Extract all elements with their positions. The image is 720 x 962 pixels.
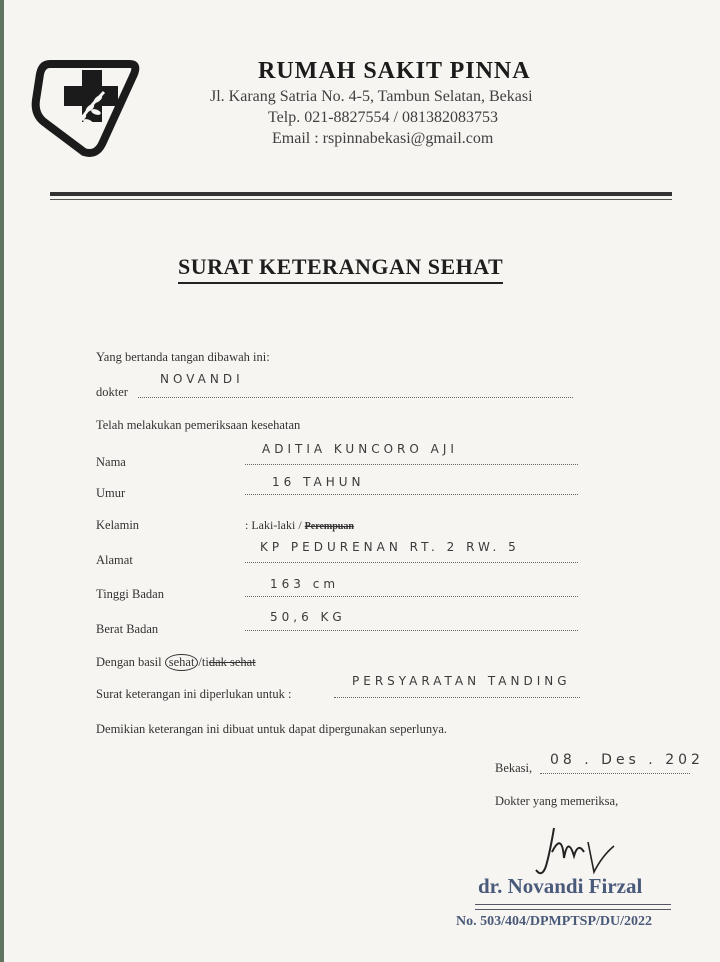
document-title: SURAT KETERANGAN SEHAT: [178, 254, 503, 284]
hospital-email: Email : rspinnabekasi@gmail.com: [272, 130, 494, 147]
result-mid: /ti: [198, 655, 209, 669]
stamp-rule-thin: [475, 909, 671, 910]
stamp-rule: [475, 904, 671, 905]
header-divider: [50, 192, 672, 196]
berat-label: Berat Badan: [96, 622, 159, 636]
kelamin-female-struck: Perempuan: [304, 521, 354, 532]
closing-text: Demikian keterangan ini dibuat untuk dapat dipergunakan seperlunya.: [96, 722, 448, 736]
kelamin-label: Kelamin: [96, 518, 140, 532]
hospital-name: RUMAH SAKIT PINNA: [258, 58, 531, 84]
tinggi-line: [245, 596, 578, 597]
license-number: No. 503/404/DPMPTSP/DU/2022: [456, 914, 652, 929]
hospital-logo-icon: [30, 56, 142, 160]
date-line: [540, 773, 690, 774]
result-healthy-circled: sehat: [165, 654, 199, 671]
berat-line: [245, 630, 578, 631]
result-unhealthy-struck: dak sehat: [208, 655, 256, 669]
nama-line: [245, 464, 578, 465]
nama-value: ADITIA KUNCORO AJI: [262, 442, 458, 456]
doctor-line: [138, 397, 573, 398]
nama-label: Nama: [96, 455, 126, 469]
doctor-name-stamp: dr. Novandi Firzal: [478, 874, 643, 898]
intro-text: Yang bertanda tangan dibawah ini:: [96, 350, 270, 364]
purpose-value: PERSYARATAN TANDING: [352, 674, 571, 688]
umur-label: Umur: [96, 486, 126, 500]
exam-statement: Telah melakukan pemeriksaan kesehatan: [96, 418, 301, 432]
alamat-value: KP PEDURENAN RT. 2 RW. 5: [260, 540, 520, 554]
purpose-line: [334, 697, 580, 698]
purpose-label: Surat keterangan ini diperlukan untuk :: [96, 687, 292, 701]
tinggi-value: 163 cm: [270, 577, 340, 591]
berat-value: 50,6 KG: [270, 610, 346, 624]
kelamin-male: : Laki-laki /: [245, 518, 305, 532]
examiner-label: Dokter yang memeriksa,: [495, 794, 619, 808]
alamat-label: Alamat: [96, 553, 133, 567]
hospital-address: Jl. Karang Satria No. 4-5, Tambun Selatan, Bekasi: [210, 88, 533, 105]
tinggi-label: Tinggi Badan: [96, 587, 164, 601]
umur-value: 16 TAHUN: [272, 475, 365, 489]
umur-line: [245, 494, 578, 495]
result-line: [96, 654, 256, 671]
kelamin-value: [245, 518, 354, 533]
doctor-value: NOVANDI: [160, 372, 244, 386]
hospital-phone: Telp. 021-8827554 / 081382083753: [268, 109, 498, 126]
date-value: 08 . Des . 202: [550, 752, 704, 768]
signature-icon: [532, 822, 632, 880]
doctor-label: dokter: [96, 385, 128, 399]
place-label: Bekasi,: [495, 761, 533, 775]
result-prefix: Dengan basil: [96, 655, 165, 669]
alamat-line: [245, 562, 578, 563]
page-edge: [0, 0, 4, 962]
header-divider-thin: [50, 199, 672, 200]
